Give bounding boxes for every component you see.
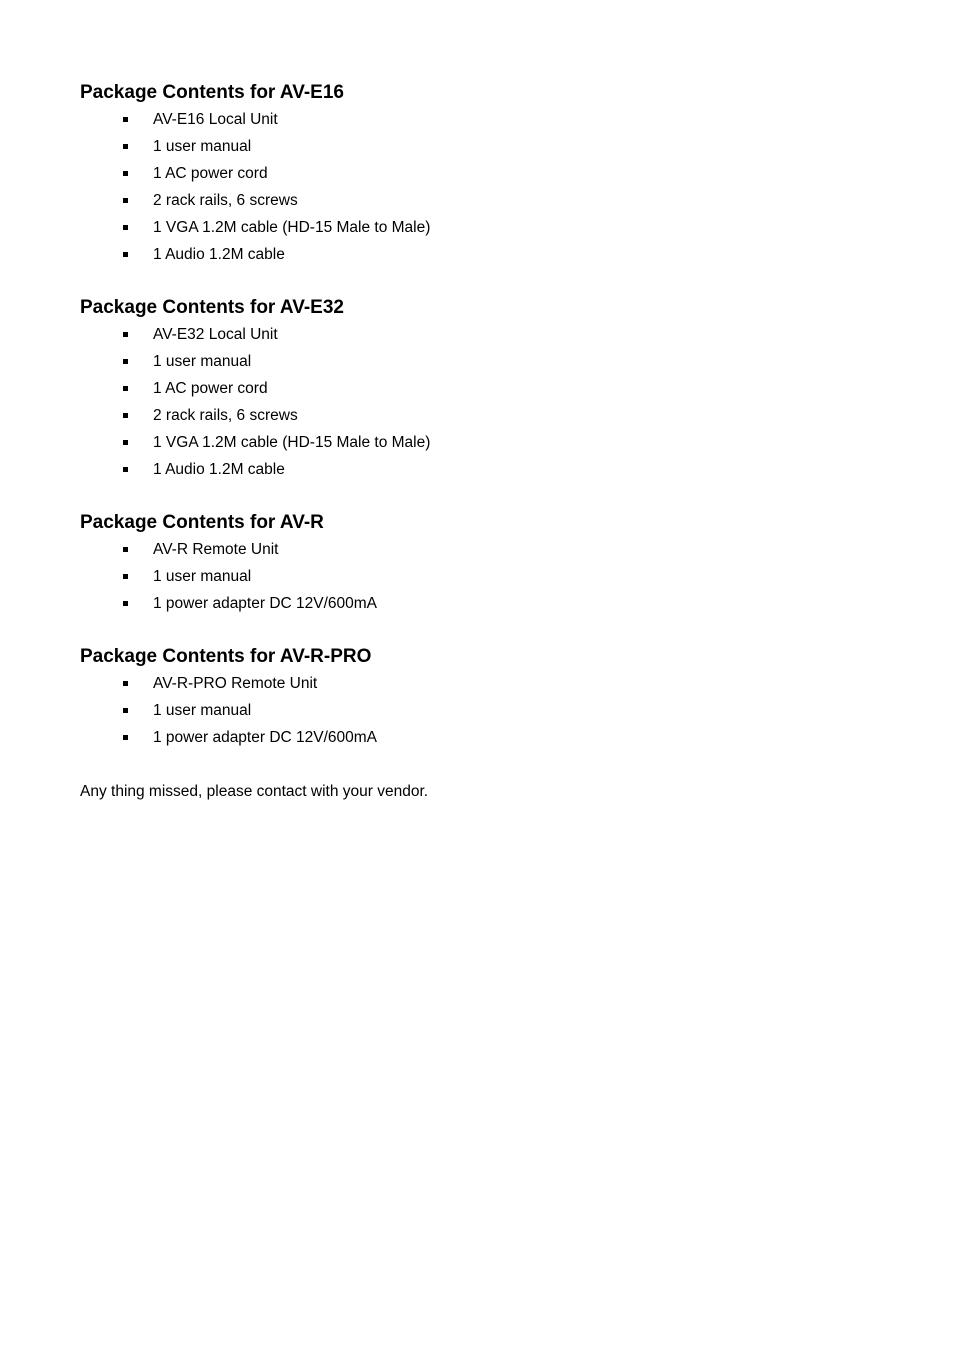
list-item-text: 1 power adapter DC 12V/600mA <box>153 595 378 612</box>
list-item <box>80 456 880 483</box>
contents-list <box>80 536 880 617</box>
section-heading: Package Contents for AV-R <box>80 512 324 533</box>
list-item <box>80 160 880 187</box>
contents-list <box>80 670 880 751</box>
section-heading: Package Contents for AV-R-PRO <box>80 646 372 667</box>
list-item <box>80 590 880 617</box>
list-item <box>80 429 880 456</box>
list-item-text: 1 AC power cord <box>153 165 268 182</box>
square-bullet-icon <box>123 681 128 686</box>
square-bullet-icon <box>123 332 128 337</box>
list-item-text: 1 user manual <box>153 702 252 719</box>
square-bullet-icon <box>123 547 128 552</box>
square-bullet-icon <box>123 440 128 445</box>
square-bullet-icon <box>123 171 128 176</box>
vendor-contact-note: Any thing missed, please contact with your vendor. <box>80 783 429 800</box>
square-bullet-icon <box>123 708 128 713</box>
square-bullet-icon <box>123 413 128 418</box>
list-item-text: 1 user manual <box>153 353 252 370</box>
contents-list <box>80 106 880 268</box>
square-bullet-icon <box>123 225 128 230</box>
section-av-r-pro <box>80 644 880 751</box>
section-av-e16 <box>80 80 880 268</box>
list-item <box>80 402 880 429</box>
contents-list <box>80 321 880 483</box>
list-item-text: 1 VGA 1.2M cable (HD-15 Male to Male) <box>153 434 431 451</box>
document-page <box>80 80 880 805</box>
square-bullet-icon <box>123 601 128 606</box>
list-item-text: 1 user manual <box>153 138 252 155</box>
list-item-text: 1 AC power cord <box>153 380 268 397</box>
list-item-text: 1 user manual <box>153 568 252 585</box>
list-item <box>80 214 880 241</box>
square-bullet-icon <box>123 252 128 257</box>
list-item-text: AV-R-PRO Remote Unit <box>153 675 318 692</box>
list-item <box>80 321 880 348</box>
square-bullet-icon <box>123 735 128 740</box>
list-item-text: 2 rack rails, 6 screws <box>153 192 298 209</box>
list-item <box>80 133 880 160</box>
list-item-text: 1 VGA 1.2M cable (HD-15 Male to Male) <box>153 219 431 236</box>
list-item <box>80 697 880 724</box>
list-item-text: 1 Audio 1.2M cable <box>153 246 285 263</box>
list-item-text: AV-E32 Local Unit <box>153 326 278 343</box>
list-item <box>80 187 880 214</box>
section-heading: Package Contents for AV-E16 <box>80 82 344 103</box>
square-bullet-icon <box>123 574 128 579</box>
list-item-text: AV-R Remote Unit <box>153 541 279 558</box>
list-item <box>80 106 880 133</box>
list-item <box>80 724 880 751</box>
list-item <box>80 670 880 697</box>
list-item-text: AV-E16 Local Unit <box>153 111 278 128</box>
square-bullet-icon <box>123 386 128 391</box>
list-item <box>80 241 880 268</box>
square-bullet-icon <box>123 359 128 364</box>
list-item <box>80 375 880 402</box>
list-item-text: 2 rack rails, 6 screws <box>153 407 298 424</box>
section-av-r <box>80 510 880 617</box>
list-item-text: 1 power adapter DC 12V/600mA <box>153 729 378 746</box>
square-bullet-icon <box>123 144 128 149</box>
list-item-text: 1 Audio 1.2M cable <box>153 461 285 478</box>
square-bullet-icon <box>123 198 128 203</box>
section-heading: Package Contents for AV-E32 <box>80 297 344 318</box>
section-av-e32 <box>80 295 880 483</box>
square-bullet-icon <box>123 117 128 122</box>
square-bullet-icon <box>123 467 128 472</box>
list-item <box>80 536 880 563</box>
list-item <box>80 563 880 590</box>
list-item <box>80 348 880 375</box>
